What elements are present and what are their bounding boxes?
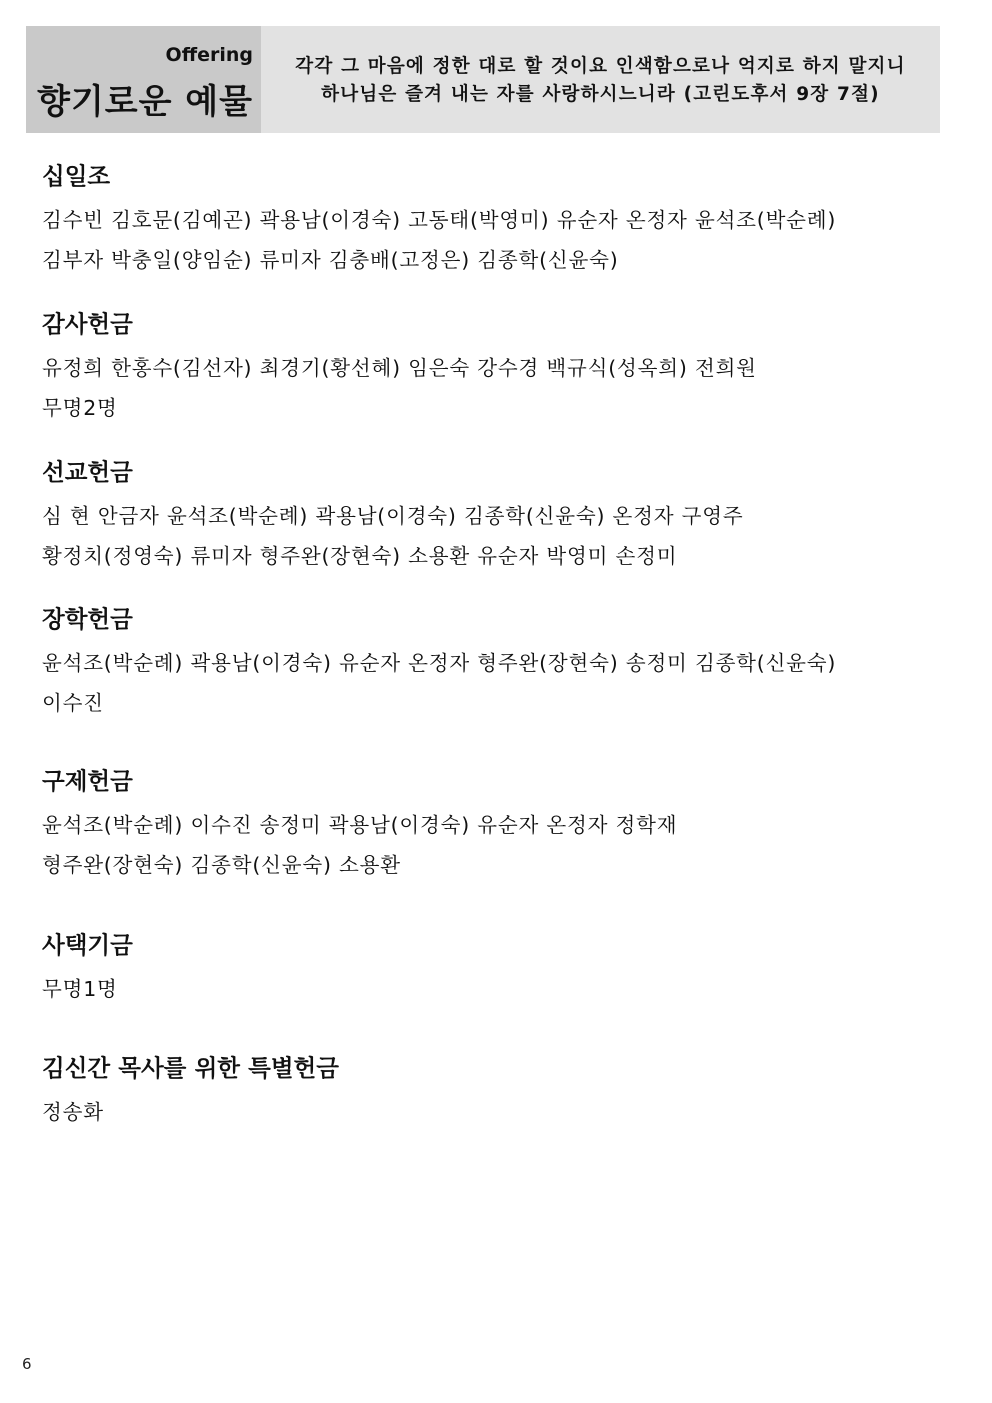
section-title: 구제헌금: [42, 767, 133, 795]
section-missions: [42, 456, 942, 576]
verse-line-2: 하나님은 즐겨 내는 자를 사랑하시느니라 (고린도후서 9장 7절): [321, 83, 880, 105]
donor-line: 무명2명: [42, 396, 118, 420]
section-scholarship: [42, 603, 942, 723]
donor-line: 김부자 박충일(양임순) 류미자 김충배(고정은) 김종학(신윤숙): [42, 248, 619, 272]
section-special-offering: [42, 1052, 942, 1132]
section-parsonage-fund: [42, 929, 942, 1009]
offering-label: Offering: [165, 44, 253, 66]
donor-line: 유정희 한홍수(김선자) 최경기(황선혜) 임은숙 강수경 백규식(성옥희) 전희원: [42, 356, 757, 380]
section-title: 사택기금: [42, 931, 133, 959]
donor-line: 윤석조(박순례) 이수진 송정미 곽용남(이경숙) 유순자 온정자 정학재: [42, 813, 678, 837]
page-number: 6: [22, 1355, 32, 1373]
donor-line: 김수빈 김호문(김예곤) 곽용남(이경숙) 고동태(박영미) 유순자 온정자 윤석조(박순례): [42, 208, 837, 232]
section-tithe: [42, 160, 942, 280]
section-relief: [42, 765, 942, 885]
title-box: [26, 26, 261, 133]
page-title: 향기로운 예물: [37, 82, 253, 122]
section-title: 감사헌금: [42, 310, 133, 338]
donor-line: 윤석조(박순례) 곽용남(이경숙) 유순자 온정자 형주완(장현숙) 송정미 김종학(신윤숙): [42, 651, 837, 675]
donor-line: 황정치(정영숙) 류미자 형주완(장현숙) 소용환 유순자 박영미 손정미: [42, 544, 678, 568]
section-thanksgiving: [42, 308, 942, 428]
verse-line-1: 각각 그 마음에 정한 대로 할 것이요 인색함으로나 억지로 하지 말지니: [295, 55, 906, 77]
donor-line: 심 현 안금자 윤석조(박순례) 곽용남(이경숙) 김종학(신윤숙) 온정자 구영주: [42, 504, 744, 528]
donor-line: 이수진: [42, 691, 104, 715]
section-title: 선교헌금: [42, 458, 133, 486]
donor-line: 무명1명: [42, 977, 118, 1001]
section-title: 김신간 목사를 위한 특별헌금: [42, 1054, 339, 1082]
section-title: 십일조: [42, 162, 111, 190]
donor-line: 정송화: [42, 1100, 104, 1124]
scripture-verse: [261, 26, 940, 133]
section-title: 장학헌금: [42, 605, 133, 633]
header-banner: [26, 26, 940, 133]
donor-line: 형주완(장현숙) 김종학(신윤숙) 소용환: [42, 853, 401, 877]
